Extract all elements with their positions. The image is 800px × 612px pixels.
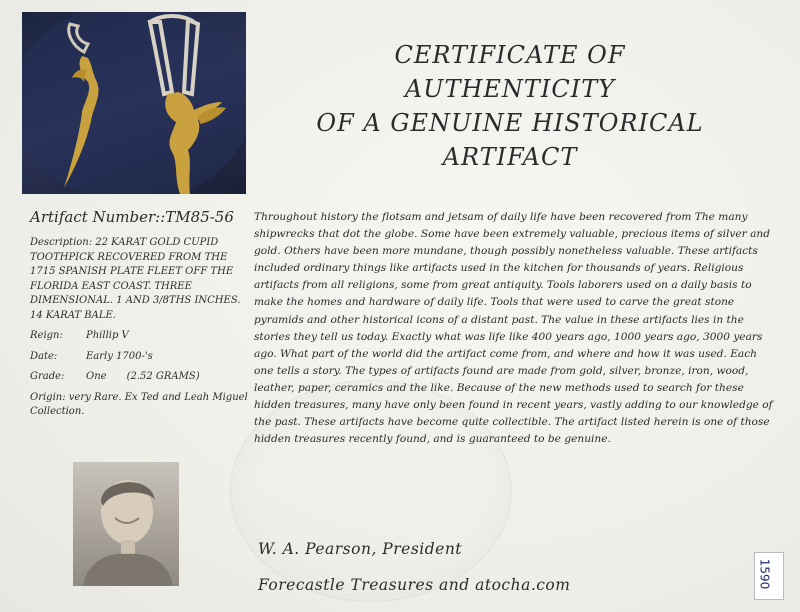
date-value: Early 1700-'s: [86, 350, 153, 362]
signature-line: W. A. Pearson, President: [258, 540, 463, 558]
origin-field: Origin: very Rare. Ex Ted and Leah Miguel Collection.: [30, 391, 248, 417]
company-name: Forecastle Treasures and atocha.com: [258, 576, 571, 594]
reign-value: Phillip V: [86, 330, 129, 341]
reign-field: [30, 329, 250, 344]
portrait-illustration: [73, 462, 179, 586]
title-line-4: ARTIFACT: [442, 143, 578, 171]
handwritten-number: 1590: [757, 558, 772, 590]
title-line-3: OF A GENUINE HISTORICAL: [316, 109, 704, 137]
handwritten-number-sticker: [754, 552, 784, 600]
title-line-1: CERTIFICATE OF: [394, 41, 626, 69]
artifact-number: Artifact Number::TM85-56: [30, 208, 234, 226]
reign-label: Reign:: [30, 330, 63, 341]
artifact-description: Description: 22 KARAT GOLD CUPID TOOTHPICK RECOVERED FROM THE 1715 SPANISH PLATE FLEET OFF THE FLORIDA EAST COAST. THREE DIMENSIONAL. 1 AND 3/8THS INCHES. 14 KARAT BALE.: [30, 237, 241, 321]
certificate-body-text: Throughout history the flotsam and jetsam of daily life have been recovered from The many shipwrecks that dot the globe. Some have been extremely valuable, precious items of silver and gold. Others have been more mundane, though possibly nonetheless valuable. These artifacts included ordinary things like artifacts used in the kitchen for thousands of years. Religious artifacts from all religions, some from great antiquity. Tools laborers used on a daily basis to make the homes and hardware of daily life. Tools that were used to carve the great stone pyramids and other historical icons of a distant past. The value in these artifacts lies in the stories they tell us today. Exactly what was life like 400 years ago, 1000 years ago, 3000 years ago. What part of the world did the artifact come from, and where and how it was used. Each one tells a story. The types of artifacts found are made from gold, silver, bronze, iron, wood, leather, paper, ceramics and the like. Because of the new methods used to search for these hidden treasures, many have only been found in recent years, vastly adding to our knowledge of the past. These artifacts have become quite collectible. The artifact listed herein is one of those hidden treasures recently found, and is guaranteed to be genuine.: [254, 211, 773, 446]
artifact-details: [30, 236, 250, 426]
artifact-photo: [22, 12, 246, 194]
grade-field: [30, 370, 250, 385]
gold-toothpick-illustration: [22, 12, 246, 194]
title-line-2: AUTHENTICITY: [404, 75, 616, 103]
certificate-title: [300, 38, 720, 174]
grade-value: One: [86, 371, 107, 382]
portrait-photo: [73, 462, 179, 586]
date-label: Date:: [30, 350, 58, 362]
grade-label: Grade:: [30, 371, 65, 382]
weight-value: (2.52 GRAMS): [126, 371, 200, 382]
date-field: [30, 350, 250, 365]
